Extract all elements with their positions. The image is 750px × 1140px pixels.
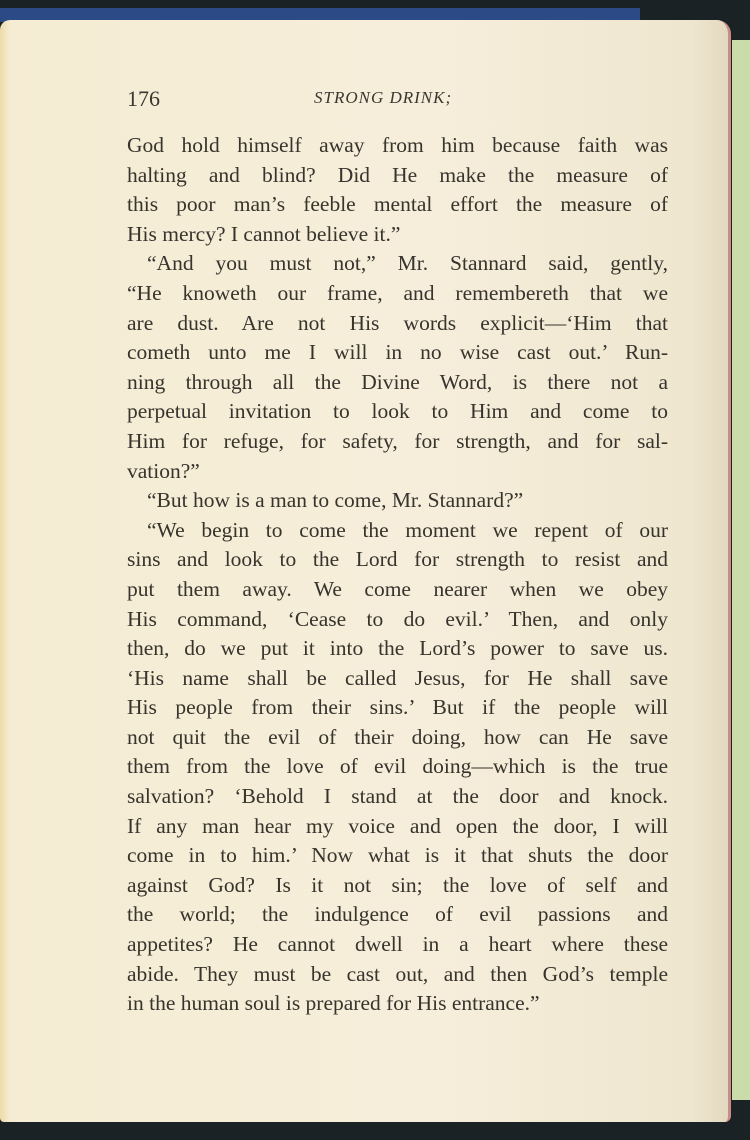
text-line: His mercy? I cannot believe it.”: [127, 221, 401, 246]
text-line: in the human soul is prepared for His entrance.”: [127, 991, 540, 1016]
text-line: His people from their sins.’ But if the people will: [127, 695, 668, 720]
running-head: STRONG DRINK;: [314, 88, 453, 107]
text-line: then, do we put it into the Lord’s power to save us.: [127, 636, 668, 661]
text-line: If any man hear my voice and open the door, I will: [127, 813, 668, 838]
body-text: [127, 131, 668, 1019]
text-line: sins and look to the Lord for strength to resist and: [127, 547, 668, 572]
page-number: 176: [127, 86, 160, 111]
text-line: are dust. Are not His words explicit—‘Him that: [127, 310, 668, 335]
text-line: “But how is a man to come, Mr. Stannard?”: [147, 488, 524, 513]
page-header: [127, 86, 668, 114]
text-line: vation?”: [127, 458, 200, 483]
next-page-edge: [732, 40, 750, 1100]
text-line: the world; the indulgence of evil passions and: [127, 902, 668, 927]
text-line: ‘His name shall be called Jesus, for He shall save: [127, 665, 668, 690]
text-line: “And you must not,” Mr. Stannard said, gently,: [147, 251, 668, 276]
text-line: cometh unto me I will in no wise cast out.’ Run-: [127, 340, 668, 365]
text-line: His command, ‘Cease to do evil.’ Then, and only: [127, 606, 668, 631]
text-line: put them away. We come nearer when we obey: [127, 576, 668, 601]
text-line: salvation? ‘Behold I stand at the door and knock.: [127, 784, 668, 809]
text-line: halting and blind? Did He make the measure of: [127, 162, 668, 187]
text-line: against God? Is it not sin; the love of self and: [127, 872, 668, 897]
text-line: “We begin to come the moment we repent of our: [147, 517, 668, 542]
text-line: ning through all the Divine Word, is there not a: [127, 369, 668, 394]
text-line: perpetual invitation to look to Him and come to: [127, 399, 668, 424]
text-line: Him for refuge, for safety, for strength, and for sal-: [127, 428, 668, 453]
text-line: this poor man’s feeble mental effort the measure of: [127, 192, 668, 217]
text-line: them from the love of evil doing—which is the true: [127, 754, 668, 779]
text-line: appetites? He cannot dwell in a heart where these: [127, 932, 668, 957]
text-line: abide. They must be cast out, and then God’s temple: [127, 961, 668, 986]
text-line: God hold himself away from him because faith was: [127, 133, 668, 157]
text-line: not quit the evil of their doing, how can He save: [127, 724, 668, 749]
text-line: come in to him.’ Now what is it that shuts the door: [127, 843, 668, 868]
text-line: “He knoweth our frame, and remembereth that we: [127, 280, 668, 305]
